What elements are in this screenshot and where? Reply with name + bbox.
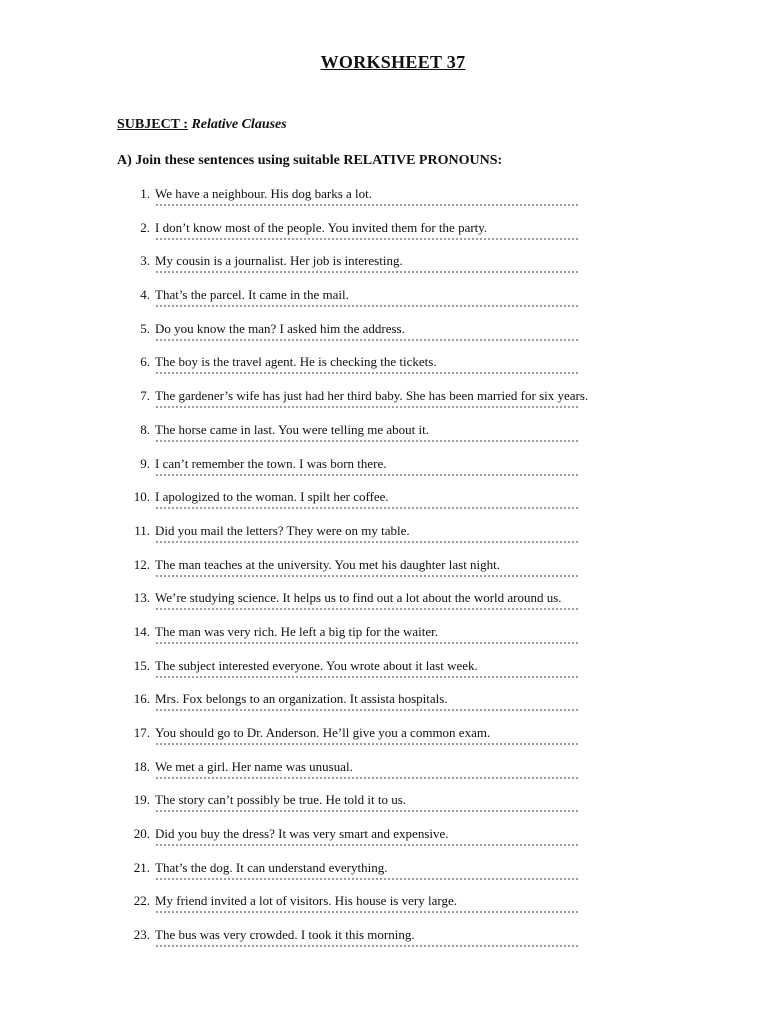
exercise-item [0,825,768,859]
item-number: 6. [140,354,150,370]
answer-dotted-line[interactable] [155,945,580,947]
item-sentence: My cousin is a journalist. Her job is interesting. [155,253,403,269]
answer-dotted-line[interactable] [155,305,580,307]
exercise-item [0,859,768,893]
item-sentence: That’s the dog. It can understand everything. [155,859,388,875]
answer-dotted-line[interactable] [155,474,580,476]
answer-dotted-line[interactable] [155,709,580,711]
item-sentence: Did you mail the letters? They were on my table. [155,522,410,538]
exercise-item [0,892,768,926]
answer-dotted-line[interactable] [155,844,580,846]
exercise-item [0,657,768,691]
item-sentence: I can’t remember the town. I was born there. [155,455,387,471]
answer-dotted-line[interactable] [155,339,580,341]
exercise-item [0,791,768,825]
item-sentence: Did you buy the dress? It was very smart and expensive. [155,826,449,842]
item-sentence: Mrs. Fox belongs to an organization. It assista hospitals. [155,691,448,707]
answer-dotted-line[interactable] [155,541,580,543]
exercise-item [0,219,768,253]
item-number: 4. [140,287,150,303]
item-number: 15. [133,657,150,673]
item-number: 20. [133,826,150,842]
item-number: 16. [133,691,150,707]
item-number: 5. [140,320,150,336]
exercise-item [0,185,768,219]
item-sentence: I don’t know most of the people. You invited them for the party. [155,219,488,235]
item-number: 9. [140,455,150,471]
item-number: 7. [140,388,150,404]
answer-dotted-line[interactable] [155,608,580,610]
item-sentence: The boy is the travel agent. He is checking the tickets. [155,354,437,370]
item-sentence: You should go to Dr. Anderson. He’ll give you a common exam. [155,725,491,740]
answer-dotted-line[interactable] [155,204,580,206]
worksheet-title: WORKSHEET 37 [320,52,466,72]
item-sentence: The bus was very crowded. I took it this morning. [155,927,415,943]
exercise-item [0,589,768,623]
exercise-item [0,724,768,758]
exercise-item [0,758,768,792]
item-number: 1. [140,186,150,201]
exercise-item [0,455,768,489]
exercise-item [0,623,768,657]
exercise-item [0,286,768,320]
item-number: 13. [133,590,150,606]
item-sentence: I apologized to the woman. I spilt her coffee. [155,489,389,505]
item-sentence: Do you know the man? I asked him the address. [155,320,405,336]
answer-dotted-line[interactable] [155,271,580,273]
item-sentence: We have a neighbour. His dog barks a lot. [155,186,373,201]
answer-dotted-line[interactable] [155,440,580,442]
exercise-item [0,690,768,724]
answer-dotted-line[interactable] [155,810,580,812]
item-sentence: The man was very rich. He left a big tip for the waiter. [155,623,439,639]
exercise-list [0,185,768,960]
item-number: 3. [140,253,150,269]
answer-dotted-line[interactable] [155,676,580,678]
answer-dotted-line[interactable] [155,878,580,880]
item-number: 17. [133,725,150,740]
item-number: 2. [140,219,150,235]
subject-label: SUBJECT : [117,117,188,132]
item-number: 8. [140,421,150,437]
instruction-heading: A) Join these sentences using suitable RELATIVE PRONOUNS: [117,153,503,168]
item-number: 23. [133,927,150,943]
item-sentence: That’s the parcel. It came in the mail. [155,287,349,303]
item-number: 22. [133,893,150,909]
exercise-item [0,926,768,960]
item-number: 18. [133,758,150,774]
answer-dotted-line[interactable] [155,743,580,745]
item-number: 19. [133,792,150,808]
answer-dotted-line[interactable] [155,238,580,240]
item-number: 12. [133,556,150,572]
exercise-item [0,556,768,590]
exercise-item [0,252,768,286]
item-number: 11. [134,522,150,538]
answer-dotted-line[interactable] [155,642,580,644]
item-sentence: We’re studying science. It helps us to find out a lot about the world around us. [155,590,562,606]
item-number: 14. [133,623,150,639]
item-sentence: The subject interested everyone. You wrote about it last week. [155,657,478,673]
item-sentence: The story can’t possibly be true. He told it to us. [155,792,407,808]
answer-dotted-line[interactable] [155,575,580,577]
answer-dotted-line[interactable] [155,406,580,408]
item-sentence: The horse came in last. You were telling me about it. [155,421,430,437]
item-sentence: We met a girl. Her name was unusual. [155,758,353,774]
item-sentence: The man teaches at the university. You met his daughter last night. [155,556,501,572]
exercise-item [0,353,768,387]
subject-value: Relative Clauses [191,117,287,132]
item-sentence: My friend invited a lot of visitors. His house is very large. [155,893,457,909]
item-number: 10. [133,489,150,505]
exercise-item [0,522,768,556]
exercise-item [0,421,768,455]
answer-dotted-line[interactable] [155,507,580,509]
item-number: 21. [133,859,150,875]
item-sentence: The gardener’s wife has just had her third baby. She has been married for six years. [155,388,589,404]
answer-dotted-line[interactable] [155,911,580,913]
answer-dotted-line[interactable] [155,777,580,779]
exercise-item [0,488,768,522]
answer-dotted-line[interactable] [155,372,580,374]
exercise-item [0,387,768,421]
exercise-item [0,320,768,354]
subject-line [117,117,287,133]
